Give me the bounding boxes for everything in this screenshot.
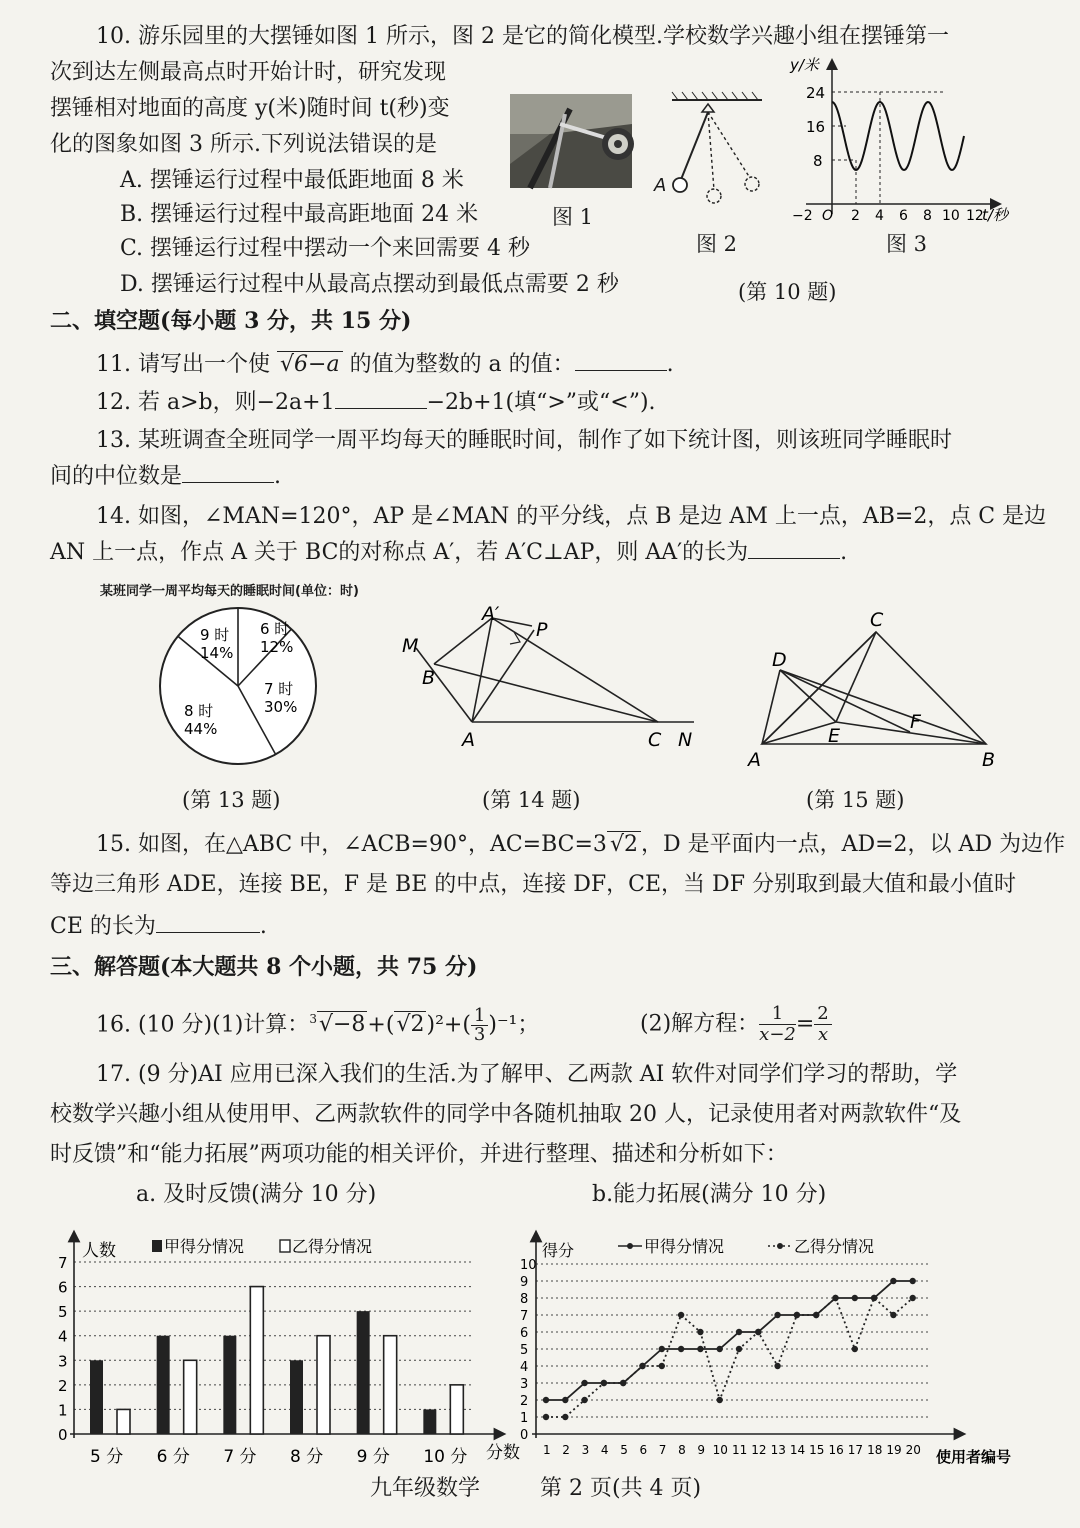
figure3-xtick-2: 2: [851, 208, 860, 224]
line-xtick: 5: [620, 1443, 628, 1457]
pie-slice-label: 8 时: [184, 702, 214, 720]
q15-caption: (第 15 题): [806, 788, 905, 812]
figure3-ylabel: y/米: [790, 56, 819, 74]
point-jia: [562, 1397, 568, 1403]
figure3-ytick-16: 16: [806, 118, 826, 136]
point-jia: [910, 1278, 916, 1284]
line-ytick: 5: [520, 1343, 529, 1358]
point-yi: [774, 1363, 780, 1369]
point-yi: [755, 1329, 761, 1335]
q12-answer-blank[interactable]: [335, 388, 427, 409]
pie-slice-percent: 12%: [260, 638, 294, 656]
footer-subject: 九年级数学: [370, 1476, 481, 1501]
q17-line1: 17. (9 分)AI 应用已深入我们的生活.为了解甲、乙两款 AI 软件对同学们学习的帮助，学: [96, 1062, 958, 1087]
q15-radical: √2: [607, 831, 641, 857]
point-yi: [736, 1346, 742, 1352]
q14-caption: (第 14 题): [482, 788, 581, 812]
line-xtick: 4: [600, 1443, 609, 1457]
q15-line2: 等边三角形 ADE，连接 BE，F 是 BE 的中点，连接 DF，CE，当 DF 分别取到最大值和最小值时: [50, 872, 1016, 897]
fig14-label-n: N: [678, 729, 693, 751]
q10-option-b: B. 摆锤运行过程中最高距地面 24 米: [120, 202, 479, 227]
line-xtick: 9: [697, 1443, 706, 1457]
line-xlabel: 使用者编号: [936, 1448, 1012, 1466]
point-jia: [543, 1397, 549, 1403]
point-yi: [620, 1380, 626, 1386]
q17-line2: 校数学兴趣小组从使用甲、乙两款软件的同学中各随机抽取 20 人，记录使用者对两款软件“及: [50, 1102, 962, 1127]
point-jia: [774, 1312, 780, 1318]
point-jia: [659, 1346, 665, 1352]
q13-text: 间的中位数是: [50, 464, 183, 489]
point-yi: [697, 1329, 703, 1335]
line-xtick: 7: [658, 1443, 667, 1457]
q16-left-num: 1: [759, 1004, 796, 1025]
q14-answer-blank[interactable]: [748, 538, 840, 559]
point-yi: [543, 1414, 549, 1420]
q16-frac-num: 1: [471, 1007, 488, 1026]
line-xtick: 8: [678, 1443, 686, 1457]
figure3-xtick-8: 8: [923, 208, 932, 224]
q17-sub-b: b.能力拓展(满分 10 分): [592, 1182, 827, 1207]
q12-pre: 12. 若 a>b，则−2a+1: [96, 390, 335, 415]
bar-category-label: 9 分: [356, 1447, 390, 1467]
point-yi: [890, 1312, 896, 1318]
figure3-ytick-8: 8: [813, 152, 823, 170]
q10-line1: 10. 游乐园里的大摆锤如图 1 所示，图 2 是它的简化模型.学校数学兴趣小组在摆锤第一: [96, 24, 949, 49]
sleep-pie-chart: [150, 606, 330, 776]
q13-line2: [50, 462, 281, 492]
line-ylabel: 得分: [542, 1241, 575, 1260]
q13-caption: (第 13 题): [182, 788, 281, 812]
figure2-label: 图 2: [696, 232, 738, 256]
line-xtick: 16: [828, 1443, 844, 1457]
point-yi: [562, 1414, 568, 1420]
fig14-label-a: A: [462, 729, 475, 751]
line-xtick: 14: [789, 1443, 806, 1457]
pie-slice-label: 9 时: [200, 626, 230, 644]
point-jia: [581, 1380, 587, 1386]
expansion-line-chart: [506, 1228, 1046, 1472]
fig15-label-a: A: [748, 749, 761, 771]
bar-jia: [90, 1360, 103, 1434]
q17-line3: 时反馈”和“能力拓展”两项功能的相关评价，并进行整理、描述和分析如下：: [50, 1142, 788, 1167]
q11: [96, 350, 674, 380]
bar-category-label: 5 分: [90, 1447, 124, 1467]
point-yi: [871, 1295, 877, 1301]
line-ytick: 0: [520, 1428, 529, 1443]
line-ytick: 2: [520, 1394, 529, 1409]
q15-text1: 15. 如图，在△ABC 中，∠ACB=90°，AC=BC=3: [96, 832, 607, 857]
pie-slice-percent: 30%: [264, 698, 298, 716]
q11-radical: √6−a: [277, 351, 343, 377]
line-xtick: 10: [712, 1443, 728, 1457]
q16-label: 16. (10 分)(1)计算：: [96, 1012, 310, 1038]
q11-end: .: [666, 352, 674, 377]
bar-jia: [423, 1409, 436, 1434]
q16-inverse: )⁻¹；: [488, 1012, 540, 1038]
point-yi: [852, 1346, 858, 1352]
pie-slice-label: 7 时: [264, 680, 294, 698]
line-ytick: 4: [520, 1360, 529, 1375]
figure3-xtick-neg2: −2: [792, 208, 813, 224]
q14-end: .: [840, 540, 848, 565]
point-jia: [717, 1346, 723, 1352]
point-jia: [697, 1346, 703, 1352]
bar-yi: [117, 1409, 130, 1434]
line-xtick: 3: [581, 1443, 590, 1457]
figure1-photo: [510, 94, 632, 188]
line-ytick: 1: [520, 1411, 529, 1426]
q15-text3: CE 的长为: [50, 914, 156, 939]
q16-root-index: 3: [309, 1012, 317, 1026]
q13-line1: 13. 某班调查全班同学一周平均每天的睡眠时间，制作了如下统计图，则该班同学睡眠时: [96, 428, 952, 453]
point-yi: [601, 1380, 607, 1386]
q10-option-a: A. 摆锤运行过程中最低距地面 8 米: [120, 168, 464, 193]
q14-line1: 14. 如图，∠MAN=120°，AP 是∠MAN 的平分线，点 B 是边 AM 上一点，AB=2，点 C 是边: [96, 504, 1047, 529]
legend-marker-jia: [627, 1243, 633, 1249]
bar-ytick: 4: [58, 1327, 68, 1346]
point-yi: [581, 1397, 587, 1403]
figure2-point-a: A: [654, 175, 667, 196]
figure3-xtick-6: 6: [899, 208, 908, 224]
figure3-xtick-10: 10: [942, 208, 960, 224]
q12: [96, 388, 656, 418]
q16-radicand2: 2: [410, 1012, 425, 1038]
line-ytick: 7: [520, 1309, 529, 1324]
figure3-label: 图 3: [886, 232, 928, 256]
line-xtick: 6: [639, 1443, 648, 1457]
q17-sub-a: a. 及时反馈(满分 10 分): [136, 1182, 377, 1207]
q16-right-fraction: [814, 1004, 831, 1045]
q16-frac-den: 3: [473, 1023, 486, 1045]
bar-yi: [450, 1385, 463, 1434]
bar-category-label: 6 分: [156, 1447, 190, 1467]
fig15-label-e: E: [828, 725, 841, 747]
bar-ytick: 7: [58, 1254, 68, 1272]
figure2-pendulum: [650, 90, 770, 210]
q10-line4: 化的图象如图 3 所示.下列说法错误的是: [50, 132, 437, 157]
pie-title: 某班同学一周平均每天的睡眠时间(单位：时): [100, 584, 359, 599]
line-xtick: 18: [867, 1443, 883, 1457]
bar-yi: [384, 1336, 397, 1434]
point-jia: [678, 1346, 684, 1352]
q13-answer-blank[interactable]: [182, 462, 274, 483]
legend-label-jia: 甲得分情况: [164, 1237, 245, 1256]
line-xtick: 20: [905, 1443, 921, 1457]
feedback-bar-chart: [40, 1228, 520, 1472]
q16-equals: =: [795, 1011, 815, 1037]
section3-title: 三、解答题(本大题共 8 个小题，共 75 分): [50, 954, 478, 980]
line-xtick: 1: [543, 1443, 551, 1457]
line-ytick: 9: [520, 1275, 529, 1290]
legend-label-yi: 乙得分情况: [292, 1237, 373, 1256]
point-yi: [659, 1363, 665, 1369]
bar-yi: [184, 1360, 197, 1434]
bar-yi: [317, 1336, 330, 1434]
line-xtick: 19: [886, 1443, 902, 1457]
bar-category-label: 7 分: [223, 1447, 257, 1467]
q15-radicand: 2: [623, 832, 638, 857]
q10-option-c: C. 摆锤运行过程中摆动一个来回需要 4 秒: [120, 236, 531, 261]
bar-ytick: 6: [58, 1278, 68, 1297]
point-yi: [639, 1363, 645, 1369]
legend-marker-yi: [777, 1243, 783, 1249]
fig14-label-b: B: [422, 667, 436, 689]
q11-radicand: 6−a: [294, 352, 340, 377]
pie-slice-percent: 44%: [184, 720, 218, 738]
bar-ylabel: 人数: [82, 1241, 116, 1261]
bar-ytick: 0: [58, 1426, 68, 1444]
q15-line1: [96, 830, 1065, 860]
q16-plus1: +(: [367, 1012, 395, 1038]
pie-slice-percent: 14%: [200, 644, 234, 662]
figure1-label: 图 1: [552, 205, 594, 229]
fig15-label-b: B: [982, 749, 996, 771]
bar-category-label: 10 分: [423, 1447, 468, 1467]
bar-jia: [357, 1311, 370, 1434]
fig14-label-a-prime: A′: [482, 603, 500, 625]
line-ytick: 3: [520, 1377, 529, 1392]
line-xtick: 2: [562, 1443, 570, 1457]
q14-line2: [50, 538, 847, 568]
figure14-geometry: [396, 604, 706, 754]
q16-right-den: x: [817, 1024, 829, 1045]
legend-label-jia: 甲得分情况: [644, 1237, 725, 1256]
q10-option-d: D. 摆锤运行过程中从最高点摆动到最低点需要 2 秒: [120, 272, 619, 297]
line-xtick: 13: [770, 1443, 786, 1457]
figure3-xtick-4: 4: [875, 208, 884, 224]
q11-pre: 11. 请写出一个使: [96, 352, 270, 377]
section2-title: 二、填空题(每小题 3 分，共 15 分): [50, 308, 412, 334]
q16-fraction: [471, 1004, 488, 1045]
q13-end: .: [274, 464, 282, 489]
line-ytick: 8: [520, 1292, 529, 1307]
q16-right-num: 2: [814, 1004, 831, 1025]
q11-answer-blank[interactable]: [575, 350, 667, 371]
bar-jia: [290, 1360, 303, 1434]
q10-line3: 摆锤相对地面的高度 y(米)随时间 t(秒)变: [50, 96, 450, 121]
q11-post: 的值为整数的 a 的值：: [349, 352, 575, 377]
q15-answer-blank[interactable]: [156, 912, 260, 933]
q16-part1: [96, 1004, 539, 1044]
q12-post: −2b+1(填“>”或“<”).: [426, 390, 656, 415]
line-xtick: 15: [809, 1443, 825, 1457]
q15-end: .: [259, 914, 267, 939]
figure3-graph: [786, 56, 1036, 232]
fig15-label-c: C: [870, 609, 884, 631]
point-jia: [852, 1295, 858, 1301]
q10-caption: (第 10 题): [738, 280, 837, 304]
fig14-label-m: M: [402, 635, 419, 657]
fig15-label-f: F: [910, 711, 921, 733]
figure3-xtick-12: 12: [966, 208, 984, 224]
point-yi: [717, 1397, 723, 1403]
q15-line3: [50, 912, 267, 942]
footer-page: 第 2 页(共 4 页): [540, 1476, 702, 1501]
point-yi: [794, 1312, 800, 1318]
bar-xlabel: 分数: [486, 1443, 520, 1463]
q16-radicand1: −8: [332, 1012, 366, 1038]
point-yi: [832, 1295, 838, 1301]
q16-left-den: x−2: [759, 1024, 796, 1045]
point-jia: [736, 1329, 742, 1335]
point-yi: [678, 1312, 684, 1318]
bar-category-label: 8 分: [290, 1447, 324, 1467]
point-jia: [890, 1278, 896, 1284]
bar-jia: [157, 1336, 170, 1434]
point-yi: [813, 1312, 819, 1318]
fig15-label-d: D: [772, 649, 787, 671]
q14-text: AN 上一点，作点 A 关于 BC的对称点 A′，若 A′C⊥AP，则 AA′的长为: [50, 540, 749, 565]
figure15-geometry: [740, 604, 1010, 770]
point-yi: [910, 1295, 916, 1301]
figure3-xlabel: t/秒: [982, 206, 1008, 224]
q10-line2: 次到达左侧最高点时开始计时，研究发现: [50, 60, 447, 85]
q15-text1b: ，D 是平面内一点，AD=2，以 AD 为边作: [640, 832, 1066, 857]
figure3-ytick-24: 24: [806, 84, 826, 102]
figure3-origin: O: [822, 208, 834, 224]
line-xtick: 17: [847, 1443, 864, 1457]
bar-jia: [223, 1336, 236, 1434]
legend-swatch-jia: [152, 1240, 162, 1252]
q16-part2: [640, 1004, 832, 1045]
q16-left-fraction: [759, 1004, 796, 1045]
line-xtick: 12: [751, 1443, 767, 1457]
line-ytick: 10: [520, 1258, 537, 1273]
q16-part2-label: (2)解方程：: [640, 1011, 760, 1037]
legend-swatch-yi: [280, 1240, 290, 1252]
bar-yi: [250, 1287, 263, 1434]
fig14-label-p: P: [536, 619, 548, 641]
q16-square: )²+(: [426, 1012, 471, 1038]
line-ytick: 6: [520, 1326, 529, 1341]
bar-ytick: 1: [58, 1401, 68, 1420]
fig14-label-c: C: [648, 729, 662, 751]
bar-ytick: 2: [58, 1376, 68, 1395]
q16-cube-root: √−8: [318, 1012, 366, 1038]
pie-slice-label: 6 时: [260, 620, 290, 638]
legend-label-yi: 乙得分情况: [794, 1237, 875, 1256]
bar-ytick: 5: [58, 1303, 68, 1322]
q16-sqrt: √2: [396, 1012, 425, 1038]
line-series-yi: [546, 1298, 913, 1417]
line-xtick: 11: [731, 1443, 748, 1457]
bar-ytick: 3: [58, 1352, 68, 1371]
